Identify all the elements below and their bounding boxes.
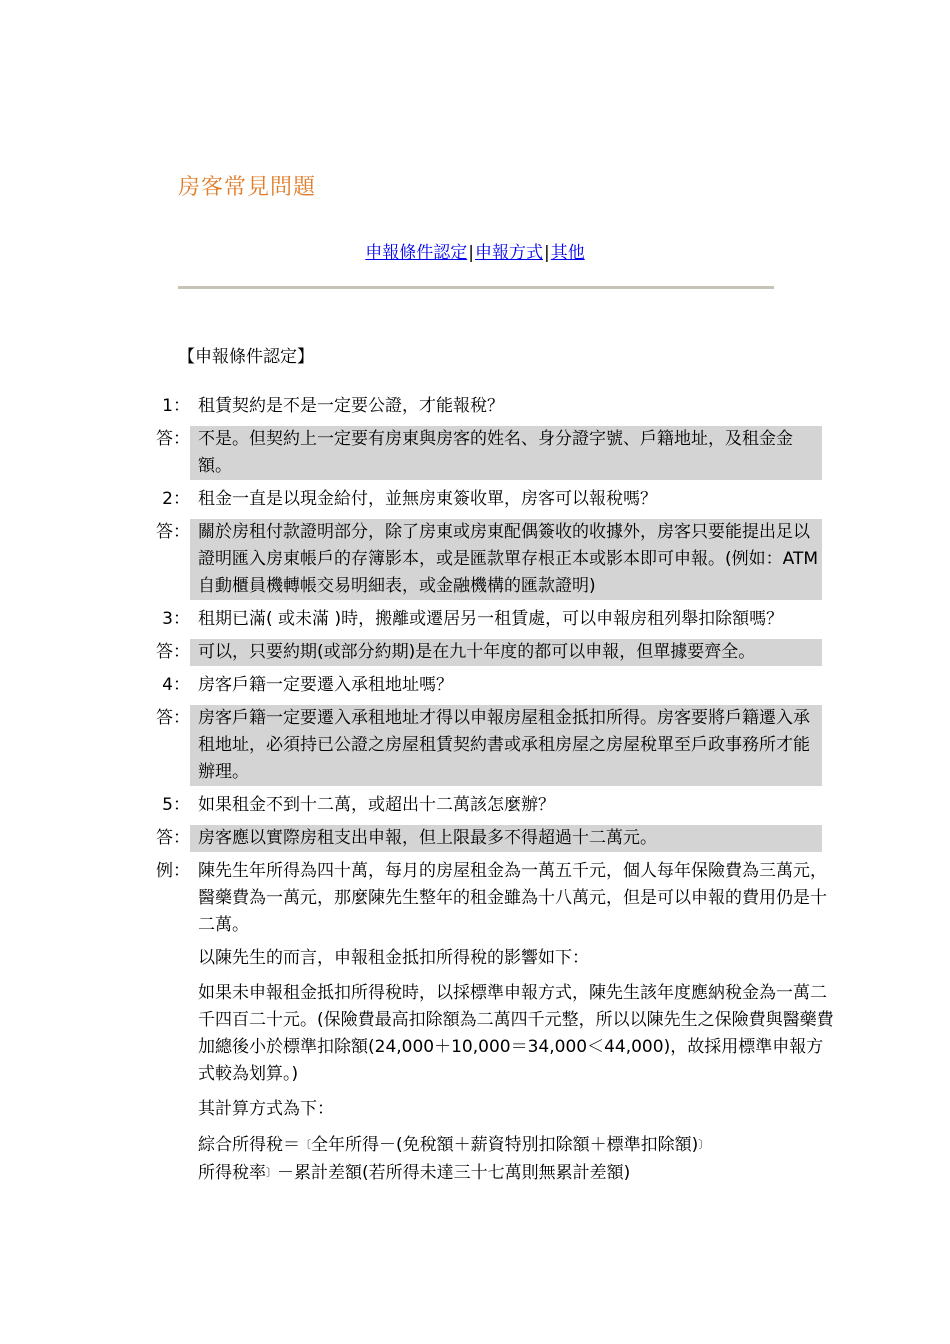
example-paragraph: 其計算方式為下： [198, 1099, 334, 1119]
nav-separator: | [468, 243, 474, 263]
divider [178, 286, 774, 289]
formula-text: 所得稅率 [198, 1163, 266, 1183]
answer-row [140, 825, 840, 852]
question-text: 租金一直是以現金給付，並無房東簽收單，房客可以報稅嗎？ [198, 489, 657, 509]
answer-text: 關於房租付款證明部分，除了房東或房東配偶簽收的收據外，房客只要能提出足以證明匯入房東帳戶的存簿影本，或是匯款單存根正本或影本即可申報。(例如：ATM 自動櫃員機轉帳交易明細表，或金融機構的匯款證明) [190, 519, 822, 600]
faq-list [140, 393, 840, 1195]
section-heading: 【申報條件認定】 [178, 347, 314, 367]
example-paragraph: 如果未申報租金抵扣所得稅時，以採標準申報方式，陳先生該年度應納稅金為一萬二千四百二十元。(保險費最高扣除額為二萬四千元整，所以以陳先生之保險費與醫藥費加總後小於標準扣除額(24,000＋10,000＝34,000＜44,000)，故採用標準申報方式較為划算。) [198, 983, 834, 1084]
answer-row [140, 519, 840, 600]
question-text: 租期已滿( 或未滿 )時，搬離或遷居另一租賃處，可以申報房租列舉扣除額嗎？ [198, 609, 784, 629]
question-number: 4： [162, 675, 190, 695]
example-text: 陳先生年所得為四十萬，每月的房屋租金為一萬五千元，個人每年保險費為三萬元，醫藥費為一萬元，那麼陳先生整年的租金雖為十八萬元，但是可以申報的費用仍是十二萬。 [198, 861, 827, 935]
answer-label: 答： [156, 708, 190, 728]
question-row [140, 672, 840, 699]
answer-label: 答： [156, 429, 190, 449]
question-row [140, 792, 840, 819]
example-row [140, 858, 840, 939]
nav-link-filing-methods[interactable]: 申報方式 [475, 243, 543, 263]
formula-text: 綜合所得稅＝ [198, 1135, 300, 1155]
formula-text: －累計差額(若所得未達三十七萬則無累計差額) [277, 1163, 631, 1183]
answer-text: 房客戶籍一定要遷入承租地址才得以申報房屋租金抵扣所得。房客要將戶籍遷入承租地址，必須持已公證之房屋租賃契約書或承租房屋之房屋稅單至戶政事務所才能辦理。 [190, 705, 822, 786]
question-row [140, 486, 840, 513]
nav-link-filing-conditions[interactable]: 申報條件認定 [365, 243, 468, 263]
answer-text: 可以，只要約期(或部分約期)是在九十年度的都可以申報，但單據要齊全。 [190, 639, 822, 666]
question-number: 1： [162, 396, 190, 416]
question-text: 房客戶籍一定要遷入承租地址嗎？ [198, 675, 453, 695]
answer-text: 房客應以實際房租支出申報，但上限最多不得超過十二萬元。 [190, 825, 822, 852]
example-paragraph: 以陳先生的而言，申報租金抵扣所得稅的影響如下： [198, 948, 589, 968]
answer-label: 答： [156, 522, 190, 542]
question-text: 如果租金不到十二萬，或超出十二萬該怎麼辦？ [198, 795, 555, 815]
question-number: 2： [162, 489, 190, 509]
answer-row [140, 639, 840, 666]
page-title: 房客常見問題 [178, 175, 317, 200]
question-text: 租賃契約是不是一定要公證，才能報稅？ [198, 396, 504, 416]
answer-label: 答： [156, 828, 190, 848]
formula-bracket: 〔 [300, 1138, 311, 1151]
answer-row [140, 705, 840, 786]
answer-text: 不是。但契約上一定要有房東與房客的姓名、身分證字號、戶籍地址，及租金金額。 [190, 426, 822, 480]
answer-row [140, 426, 840, 480]
question-number: 3： [162, 609, 190, 629]
formula-line [198, 1159, 840, 1187]
formula-text: 全年所得－(免稅額＋薪資特別扣除額＋標準扣除額) [311, 1135, 699, 1155]
section-nav [0, 238, 950, 263]
nav-separator: | [544, 243, 550, 263]
formula-line [198, 1131, 840, 1159]
formula-bracket: 〕 [266, 1166, 277, 1179]
answer-label: 答： [156, 642, 190, 662]
example-label: 例： [156, 861, 190, 881]
nav-link-other[interactable]: 其他 [550, 243, 585, 263]
question-row [140, 393, 840, 420]
formula-bracket: 〕 [698, 1138, 710, 1151]
question-number: 5： [162, 795, 190, 815]
question-row [140, 606, 840, 633]
